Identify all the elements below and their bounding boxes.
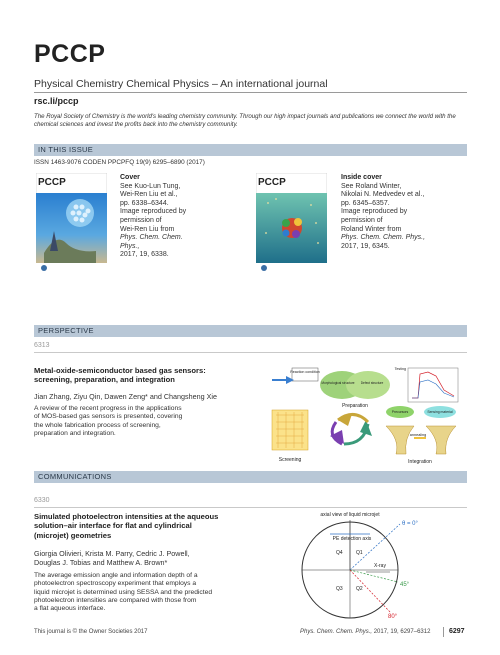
fig-theta80: 80° bbox=[388, 614, 398, 620]
divider bbox=[34, 92, 467, 93]
journal-title: PCCP bbox=[34, 40, 106, 68]
fig-defect: Defect structure bbox=[360, 381, 384, 385]
footer-ref-rest: 2017, 19, 6297–6312 bbox=[372, 629, 431, 635]
article-authors bbox=[34, 549, 274, 567]
abstract-line: the whole fabrication process of screening, bbox=[34, 421, 161, 429]
fig-q1: Q1 bbox=[356, 550, 363, 556]
cover-logo: PCCP bbox=[38, 177, 66, 188]
fig-theta0: θ = 0° bbox=[402, 521, 418, 527]
fig-annealing: annealing bbox=[409, 433, 427, 437]
abstract-line: of MOS-based gas sensors is presented, covering bbox=[34, 413, 183, 421]
journal-subtitle: Physical Chemistry Chemical Physics – An international journal bbox=[34, 78, 328, 90]
cover-caption bbox=[120, 174, 200, 260]
abstract-line: A review of the recent progress in the applications bbox=[34, 405, 182, 412]
fig-q4: Q4 bbox=[336, 550, 343, 556]
cover-line: Image reproduced by bbox=[341, 208, 408, 216]
fig-preparation: Preparation bbox=[342, 403, 368, 409]
footer-divider bbox=[443, 627, 444, 637]
title-line: (microjet) geometries bbox=[34, 530, 112, 540]
abstract-line: liquid microjet is determined using SESSA and the predicted bbox=[34, 588, 213, 596]
divider bbox=[34, 507, 467, 508]
perspective-figure bbox=[268, 360, 468, 466]
abstract-line: preparation and integration. bbox=[34, 429, 116, 437]
cover-line: pp. 6345–6357. bbox=[341, 199, 390, 207]
article-title[interactable] bbox=[34, 512, 274, 540]
article-authors: Jian Zhang, Ziyu Qin, Dawen Zeng* and Changsheng Xie bbox=[34, 392, 217, 401]
fig-testing: Testing bbox=[394, 367, 406, 371]
footer-copyright: This journal is © the Owner Societies 2017 bbox=[34, 629, 148, 635]
title-line: screening, preparation, and integration bbox=[34, 375, 175, 385]
cover-line: permission of bbox=[341, 216, 383, 224]
author-line: Douglas J. Tobias and Matthew A. Brown* bbox=[34, 558, 168, 567]
fig-top-label: axial view of liquid microjet bbox=[320, 512, 380, 518]
fig-morph: Morphological structure bbox=[321, 381, 355, 385]
cover-line: Wei-Ren Liu et al., bbox=[120, 191, 178, 199]
section-communications: COMMUNICATIONS bbox=[34, 471, 467, 483]
cover-journal-ref: Phys. Chem. Chem. Phys., bbox=[120, 234, 183, 250]
fig-sensing: Sensing material bbox=[427, 410, 453, 414]
rsc-blurb: The Royal Society of Chemistry is the world's leading chemistry community. Through our high impact journals and publications we connect the world with the chemical sciences and invest the profits back into the chemistry community. bbox=[34, 113, 456, 128]
cover-line: Wei-Ren Liu from bbox=[120, 225, 175, 233]
article-page: 6330 bbox=[34, 497, 50, 504]
author-line: Giorgia Olivieri, Krista M. Parry, Cedric J. Powell, bbox=[34, 549, 190, 558]
inside-cover-logo: PCCP bbox=[258, 177, 286, 188]
abstract-line: a flat aqueous interface. bbox=[34, 605, 106, 613]
inside-cover-image bbox=[256, 173, 327, 274]
inside-cover-caption bbox=[341, 174, 451, 251]
section-in-this-issue: IN THIS ISSUE bbox=[34, 144, 467, 156]
fig-reaction: Reaction condition bbox=[290, 370, 320, 374]
cover-line: See Kuo-Lun Tung, bbox=[120, 182, 181, 190]
cover-image bbox=[36, 173, 107, 274]
title-line: Simulated photoelectron intensities at the aqueous bbox=[34, 512, 219, 521]
footer-ref-journal: Phys. Chem. Chem. Phys., bbox=[300, 629, 373, 635]
cover-line: See Roland Winter, bbox=[341, 182, 402, 190]
article-abstract bbox=[34, 405, 264, 438]
fig-precursors: Precursors bbox=[391, 410, 409, 414]
fig-xray: X-ray bbox=[374, 563, 386, 569]
article-page: 6313 bbox=[34, 342, 50, 349]
cover-year-ref: 2017, 19, 6338. bbox=[120, 251, 169, 259]
cover-journal-ref: Phys. Chem. Chem. Phys., bbox=[341, 234, 426, 242]
abstract-line: photoelectron intensities are compared with those from bbox=[34, 596, 197, 604]
issn-line: ISSN 1463-9076 CODEN PPCPFQ 19(9) 6295–6890 (2017) bbox=[34, 159, 205, 166]
cover-line: pp. 6338–6344. bbox=[120, 199, 169, 207]
fig-theta45: 45° bbox=[400, 582, 410, 588]
footer-reference bbox=[300, 629, 430, 635]
divider bbox=[34, 352, 467, 353]
title-line: Metal-oxide-semiconductor based gas sensors: bbox=[34, 366, 206, 375]
section-perspective: PERSPECTIVE bbox=[34, 325, 467, 337]
cover-year-ref: 2017, 19, 6345. bbox=[341, 242, 390, 250]
cover-line: permission of bbox=[120, 216, 162, 224]
fig-screening: Screening bbox=[278, 457, 302, 463]
abstract-line: The average emission angle and information depth of a bbox=[34, 572, 198, 579]
fig-q3: Q3 bbox=[336, 586, 343, 592]
fig-q2: Q2 bbox=[356, 586, 363, 592]
microjet-figure bbox=[290, 510, 468, 622]
fig-integration: Integration bbox=[408, 459, 432, 465]
cover-line: Image reproduced by bbox=[120, 208, 187, 216]
cover-title: Inside cover bbox=[341, 174, 382, 181]
cover-title: Cover bbox=[120, 174, 140, 181]
cover-line: Roland Winter from bbox=[341, 225, 402, 233]
journal-url[interactable]: rsc.li/pccp bbox=[34, 96, 79, 106]
fig-axis-label: PE detection axis bbox=[332, 536, 372, 542]
abstract-line: photoelectron spectroscopy experiment that employs a bbox=[34, 580, 197, 588]
article-title[interactable] bbox=[34, 366, 274, 385]
article-abstract bbox=[34, 572, 274, 613]
title-line: solution–air interface for flat and cylindrical bbox=[34, 521, 192, 531]
footer-page-number: 6297 bbox=[449, 628, 465, 635]
cover-line: Nikolai N. Medvedev et al., bbox=[341, 191, 425, 199]
